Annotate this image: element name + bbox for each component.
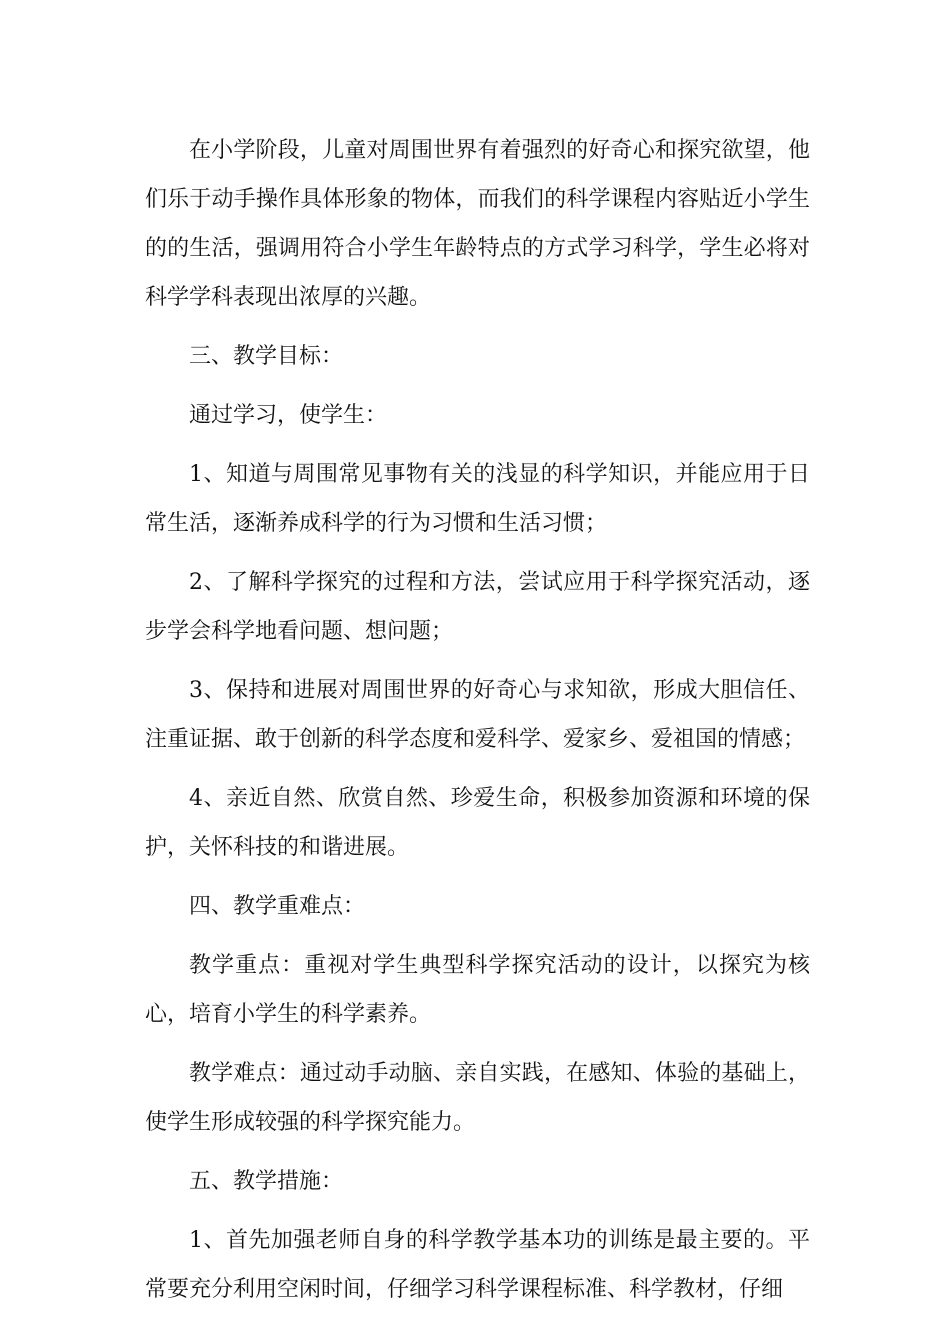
document-page (145, 126, 810, 1324)
goal-item-2: 2、了解科学探究的过程和方法，尝试应用于科学探究活动，逐步学会科学地看问题、想问题； (145, 570, 810, 644)
paragraph-goals-intro: 通过学习，使学生： (189, 403, 388, 428)
section-heading-key-points: 四、教学重难点： (189, 894, 366, 919)
goal-item-3: 3、保持和进展对周围世界的好奇心与求知欲，形成大胆信任、注重证据、敢于创新的科学态度和爱科学、爱家乡、爱祖国的情感； (145, 678, 810, 752)
paragraph-key-point: 教学重点：重视对学生典型科学探究活动的设计，以探究为核心，培育小学生的科学素养。 (145, 953, 810, 1027)
measure-item-1: 1、首先加强老师自身的科学教学基本功的训练是最主要的。平常要充分利用空闲时间，仔细学习科学课程标准、科学教材，仔细 (145, 1228, 810, 1302)
goal-item-1: 1、知道与周围常见事物有关的浅显的科学知识，并能应用于日常生活，逐渐养成科学的行为习惯和生活习惯； (145, 462, 810, 536)
goal-item-4: 4、亲近自然、欣赏自然、珍爱生命，积极参加资源和环境的保护，关怀科技的和谐进展。 (145, 786, 810, 860)
section-heading-goals: 三、教学目标： (189, 344, 344, 369)
section-heading-measures: 五、教学措施： (189, 1169, 344, 1194)
paragraph-difficulty: 教学难点：通过动手动脑、亲自实践，在感知、体验的基础上，使学生形成较强的科学探究能力。 (145, 1061, 810, 1135)
paragraph-intro: 在小学阶段，儿童对周围世界有着强烈的好奇心和探究欲望，他们乐于动手操作具体形象的物体，而我们的科学课程内容贴近小学生的的生活，强调用符合小学生年龄特点的方式学习科学，学生必将对科学学科表现出浓厚的兴趣。 (145, 138, 810, 310)
